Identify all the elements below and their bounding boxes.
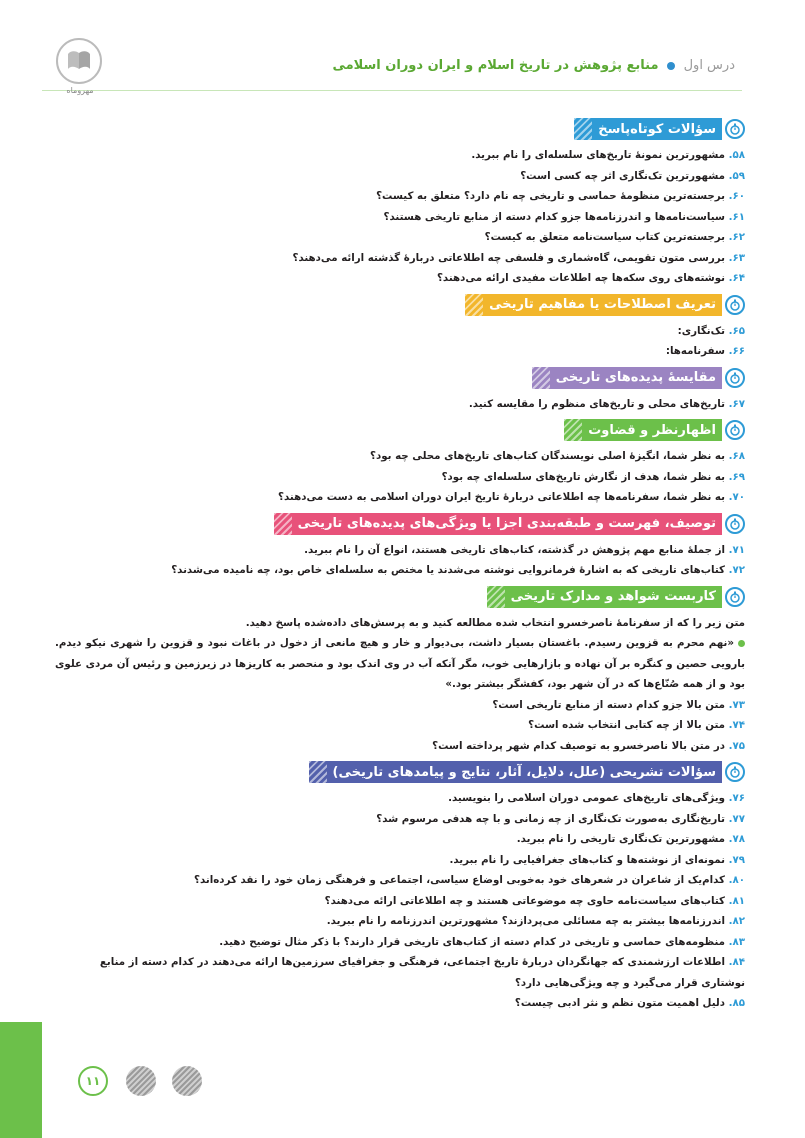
question-text: مشهورترین نمونۀ تاریخ‌های سلسله‌ای را نام ببرید.	[471, 149, 725, 161]
question-item	[55, 870, 745, 891]
section-stripes	[564, 419, 582, 441]
section-title: تعریف اصطلاحات یا مفاهیم تاریخی	[483, 294, 722, 316]
quote-text: «نهم محرم به قزوین رسیدم. باغستان بسیار داشت، بی‌دیوار و خار و هیچ مانعی از دخول در باغات نبود و قزوین را شهری نیکو دیدم. بارویی حصین و کنگره بر آن نهاده و بازارهایی خوب، مگر آنکه آب در وی اندک بود و منحصر به کاریزها در زیرزمین و رئیس آن مردی علوی بود و از همه صُنّاع‌ها که در آن شهر بود، کفشگر بیشتر بود.»	[55, 637, 745, 690]
stopwatch-icon	[725, 368, 745, 388]
question-number: ۵۸.	[728, 149, 745, 161]
section-title: کاربست شواهد و مدارک تاریخی	[505, 586, 722, 608]
header-divider	[42, 90, 742, 91]
question-text: به نظر شما، سفرنامه‌ها چه اطلاعاتی دربارۀ تاریخ ایران دوران اسلامی به دست می‌دهند؟	[278, 491, 725, 503]
question-text: منظومه‌های حماسی و تاریخی در کدام دسته از کتاب‌های تاریخی قرار دارند؟ با ذکر مثال توضیح دهید.	[219, 935, 725, 948]
decorative-circle-icon	[172, 1066, 202, 1096]
question-item	[55, 993, 745, 1014]
question-text: تک‌نگاری:	[677, 324, 725, 337]
question-text: اطلاعات ارزشمندی که جهانگردان دربارۀ تاریخ اجتماعی، فرهنگی و جغرافیای سرزمین‌ها ارائه می‌دهند در کدام دسته از منابع نوشتاری قرار می‌گیرد و چه ویژگی‌هایی دارد؟	[99, 956, 745, 989]
question-number: ۸۴.	[728, 956, 745, 968]
stopwatch-icon	[725, 514, 745, 534]
question-text: به نظر شما، هدف از نگارش تاریخ‌های سلسله‌ای چه بود؟	[441, 470, 725, 483]
section-header-compare	[55, 367, 745, 389]
question-item	[55, 540, 745, 561]
question-item	[55, 809, 745, 830]
question-number: ۶۸.	[728, 450, 745, 462]
lesson-title: منابع پژوهش در تاریخ اسلام و ایران دوران اسلامی	[332, 58, 659, 73]
question-item	[55, 341, 745, 362]
section-title: سؤالات کوتاه‌پاسخ	[592, 118, 722, 140]
question-text: برجسته‌ترین کتاب سیاست‌نامه متعلق به کیست؟	[484, 231, 725, 243]
question-number: ۷۰.	[728, 491, 745, 503]
question-text: در متن بالا ناصرخسرو به توصیف کدام شهر پرداخته است؟	[432, 739, 725, 752]
question-item	[55, 186, 745, 207]
question-item	[55, 207, 745, 228]
question-text: متن بالا جزو کدام دسته از منابع تاریخی است؟	[492, 698, 725, 711]
question-number: ۷۹.	[728, 853, 745, 866]
book-logo-icon	[65, 47, 93, 75]
header-dot-icon	[667, 62, 675, 70]
section-header-definitions	[55, 294, 745, 316]
question-text: مشهورترین تک‌نگاری اثر چه کسی است؟	[520, 169, 725, 182]
section-stripes	[574, 118, 592, 140]
section-header-short-answer	[55, 118, 745, 140]
stopwatch-icon	[725, 119, 745, 139]
question-number: ۶۳.	[728, 251, 745, 264]
bullet-icon	[738, 640, 745, 647]
question-item	[55, 850, 745, 871]
publisher-logo	[56, 38, 102, 84]
section-header-opinion	[55, 419, 745, 441]
question-text: سفرنامه‌ها:	[665, 345, 725, 357]
question-number: ۸۱.	[728, 894, 745, 907]
question-item	[55, 227, 745, 248]
question-item	[55, 446, 745, 467]
question-text: ویژگی‌های تاریخ‌های عمومی دوران اسلامی را بنویسید.	[448, 792, 725, 804]
question-text: دلیل اهمیت متون نظم و نثر ادبی چیست؟	[514, 997, 725, 1009]
question-text: تاریخ‌های محلی و تاریخ‌های منظوم را مقایسه کنید.	[468, 397, 725, 410]
question-number: ۸۰.	[728, 874, 745, 886]
question-text: سیاست‌نامه‌ها و اندرزنامه‌ها جزو کدام دسته از منابع تاریخی هستند؟	[383, 210, 725, 223]
section-stripes	[465, 294, 483, 316]
question-number: ۶۱.	[728, 210, 745, 223]
question-text: کدام‌یک از شاعران در شعرهای خود به‌خوبی اوضاع سیاسی، اجتماعی و فرهنگی زمان خود را نقد کرده‌اند؟	[194, 874, 725, 886]
question-item	[55, 736, 745, 757]
question-item	[55, 788, 745, 809]
section-title: اظهارنظر و قضاوت	[582, 419, 722, 441]
question-item	[55, 248, 745, 269]
question-item	[55, 467, 745, 488]
question-number: ۶۷.	[728, 397, 745, 410]
lesson-label: درس اول	[683, 58, 735, 73]
question-number: ۷۶.	[728, 792, 745, 804]
question-text: نوشته‌های روی سکه‌ها چه اطلاعات مفیدی ارائه می‌دهند؟	[436, 272, 725, 284]
question-item	[55, 715, 745, 736]
section-title: سؤالات تشریحی (علل، دلایل، آثار، نتایج و پیامدهای تاریخی)	[327, 761, 722, 783]
question-text: اندرزنامه‌ها بیشتر به چه مسائلی می‌پردازند؟ مشهورترین اندرزنامه را نام ببرید.	[326, 915, 725, 927]
question-number: ۸۳.	[728, 935, 745, 948]
page-edge-band	[0, 1022, 42, 1138]
question-item	[55, 321, 745, 342]
section-title: مقایسۀ پدیده‌های تاریخی	[550, 367, 722, 389]
question-item	[55, 911, 745, 932]
section-stripes	[487, 586, 505, 608]
question-text: تاریخ‌نگاری به‌صورت تک‌نگاری از چه زمانی و با چه هدفی مرسوم شد؟	[376, 812, 725, 825]
question-number: ۷۷.	[728, 812, 745, 825]
question-text: مشهورترین تک‌نگاری تاریخی را نام ببرید.	[516, 833, 725, 845]
question-number: ۶۰.	[728, 190, 745, 202]
section-stripes	[309, 761, 327, 783]
page-number: ۱۱	[78, 1066, 108, 1096]
question-item	[55, 829, 745, 850]
stopwatch-icon	[725, 420, 745, 440]
evidence-intro: متن زیر را که از سفرنامۀ ناصرخسرو انتخاب شده مطالعه کنید و به پرسش‌های داده‌شده پاسخ دهید.	[245, 616, 745, 629]
question-text: متن بالا از چه کتابی انتخاب شده است؟	[528, 719, 725, 731]
question-text: به نظر شما، انگیزۀ اصلی نویسندگان کتاب‌های تاریخ‌های محلی چه بود؟	[370, 450, 725, 462]
question-number: ۶۵.	[728, 324, 745, 337]
question-number: ۷۲.	[728, 564, 745, 576]
question-number: ۶۹.	[728, 470, 745, 483]
question-number: ۵۹.	[728, 169, 745, 182]
publisher-name: مهروماه	[66, 86, 94, 95]
question-number: ۶۶.	[728, 345, 745, 357]
question-text: برجسته‌ترین منظومۀ حماسی و تاریخی چه نام دارد؟ متعلق به کیست؟	[376, 190, 725, 202]
question-number: ۷۵.	[728, 739, 745, 752]
question-item	[55, 952, 745, 993]
question-number: ۷۱.	[728, 543, 745, 556]
question-item	[55, 695, 745, 716]
question-item	[55, 891, 745, 912]
section-stripes	[274, 513, 292, 535]
question-number: ۶۲.	[728, 231, 745, 243]
section-stripes	[532, 367, 550, 389]
question-number: ۷۸.	[728, 833, 745, 845]
question-item	[55, 268, 745, 289]
questions-content	[55, 118, 745, 1014]
question-item	[55, 145, 745, 166]
question-number: ۶۴.	[728, 272, 745, 284]
section-header-essay	[55, 761, 745, 783]
question-item	[55, 166, 745, 187]
decorative-circle-icon	[126, 1066, 156, 1096]
stopwatch-icon	[725, 762, 745, 782]
question-item	[55, 487, 745, 508]
question-text: از جملۀ منابع مهم پژوهش در گذشته، کتاب‌های تاریخی هستند، انواع آن را نام ببرید.	[304, 543, 725, 556]
question-text: نمونه‌ای از نوشته‌ها و کتاب‌های جغرافیایی را نام ببرید.	[449, 853, 725, 866]
question-item	[55, 932, 745, 953]
section-title: توصیف، فهرست و طبقه‌بندی اجزا یا ویژگی‌های پدیده‌های تاریخی	[292, 513, 722, 535]
question-item	[55, 560, 745, 581]
question-number: ۸۵.	[728, 997, 745, 1009]
evidence-quote	[55, 633, 745, 695]
stopwatch-icon	[725, 295, 745, 315]
stopwatch-icon	[725, 587, 745, 607]
question-number: ۸۲.	[728, 915, 745, 927]
section-header-describe	[55, 513, 745, 535]
question-number: ۷۳.	[728, 698, 745, 711]
question-text: کتاب‌های سیاست‌نامه حاوی چه موضوعاتی هستند و چه اطلاعاتی ارائه می‌دهند؟	[324, 894, 725, 907]
question-item	[55, 394, 745, 415]
question-text: کتاب‌های تاریخی که به اشارۀ فرمانروایی نوشته می‌شدند یا مختص به سلسله‌ای خاص بود، چه نامیده می‌شدند؟	[171, 564, 725, 576]
section-header-evidence	[55, 586, 745, 608]
question-text: بررسی متون تقویمی، گاه‌شماری و فلسفی چه اطلاعاتی دربارۀ گذشته ارائه می‌دهند؟	[292, 251, 725, 264]
page-header	[332, 58, 735, 73]
question-number: ۷۴.	[728, 719, 745, 731]
